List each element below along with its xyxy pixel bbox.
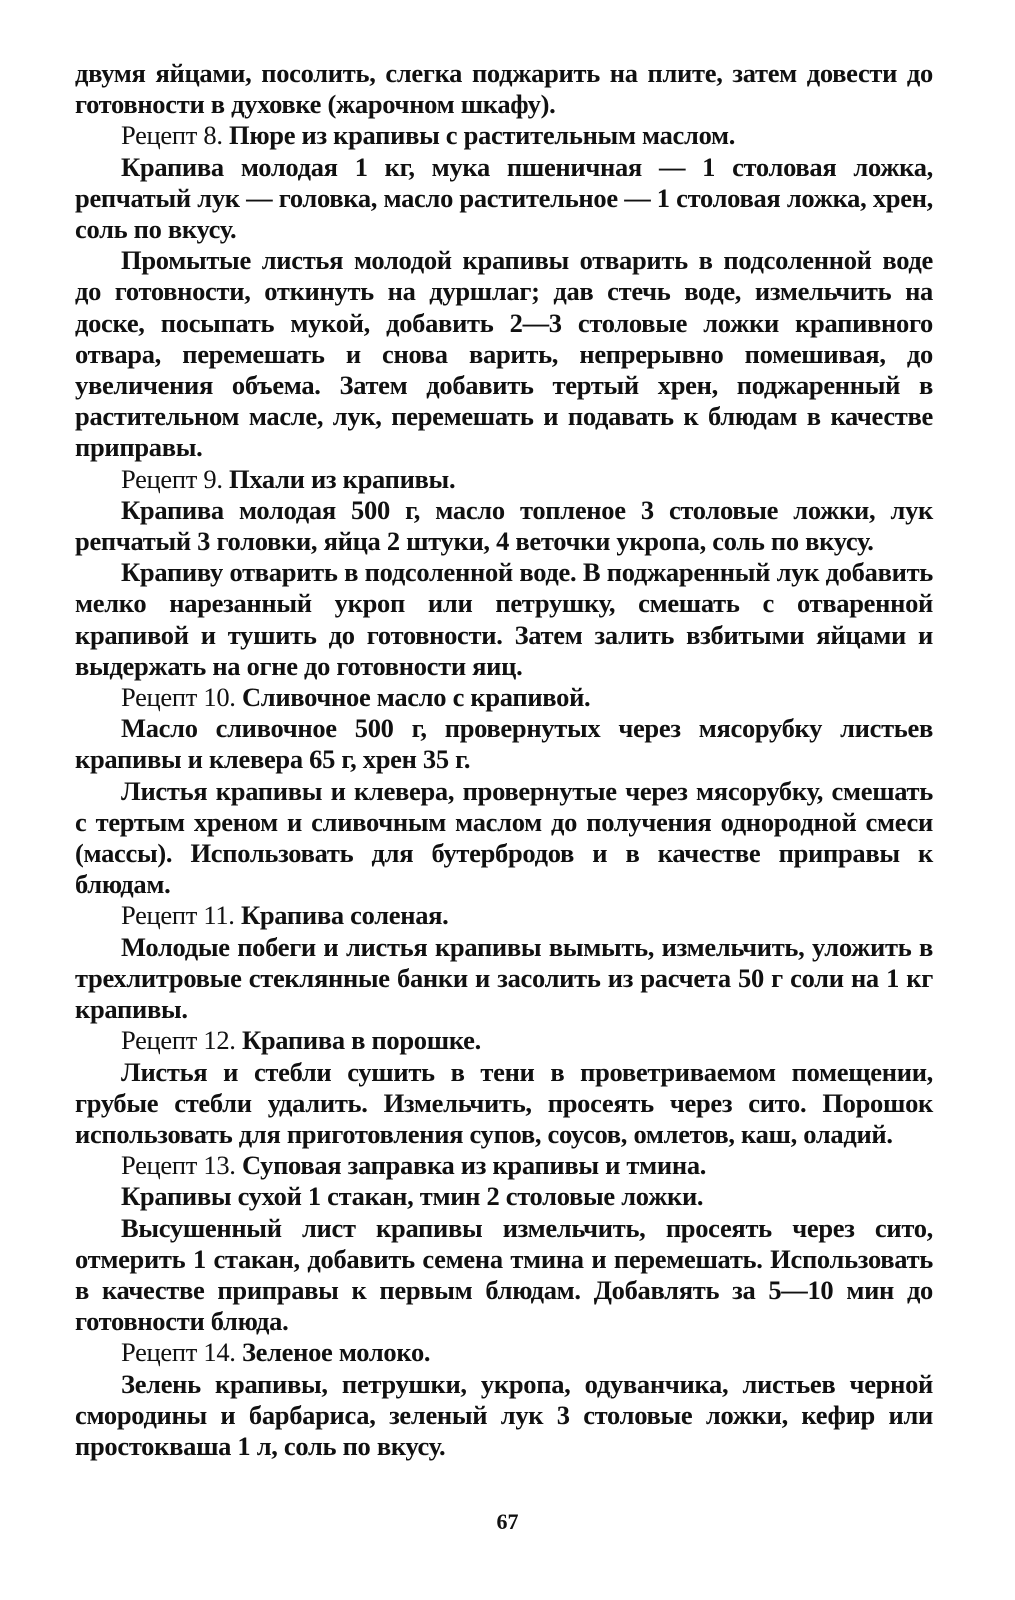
recipe-label: Рецепт 10. [121,682,236,713]
recipe-label: Рецепт 13. [121,1150,236,1181]
recipe-method: Промытые листья молодой крапивы отварить в подсоленной воде до готовности, откинуть на дуршлаг; дав стечь воде, измельчить на доске, посыпать мукой, добавить 2—3 столовые ложки крапивного отвара, перемешать и снова варить, непрерывно помешивая, до увеличения объема. Затем добавить тертый хрен, поджаренный в растительном масле, лук, перемешать и подавать к блюдам в качестве приправы. [75,245,933,463]
recipe-heading [75,900,933,931]
intro-paragraph: двумя яйцами, посолить, слегка поджарить на плите, затем довести до готовности в духовке (жарочном шкафу). [75,58,933,120]
recipe-title: Крапива в порошке. [241,1025,481,1056]
recipe-label: Рецепт 11. [121,900,235,931]
recipe-label: Рецепт 14. [121,1337,236,1368]
recipe-ingredients: Листья и стебли сушить в тени в проветриваемом помещении, грубые стебли удалить. Измельчить, просеять через сито. Порошок использовать для приготовления супов, соусов, омлетов, каш, оладий. [75,1056,933,1149]
recipe-method: Крапиву отварить в подсоленной воде. В поджаренный лук добавить мелко нарезанный укроп или петрушку, смешать с отваренной крапивой и тушить до готовности. Затем залить взбитыми яйцами и выдержать на огне до готовности яиц. [75,557,933,681]
recipe-ingredients: Зелень крапивы, петрушки, укропа, одуванчика, листьев черной смородины и барбариса, зеленый лук 3 столовые ложки, кефир или простокваша 1 л, соль по вкусу. [75,1368,933,1461]
recipe-title: Сливочное масло с крапивой. [241,682,591,713]
recipe-ingredients: Молодые побеги и листья крапивы вымыть, измельчить, уложить в трехлитровые стеклянные банки и засолить из расчета 50 г соли на 1 кг крапивы. [75,931,933,1025]
recipe-ingredients: Крапивы сухой 1 стакан, тмин 2 столовые ложки. [121,1181,704,1212]
recipe-heading [75,1337,933,1368]
recipe-label: Рецепт 9. [121,463,223,494]
recipe-method: Высушенный лист крапивы измельчить, просеять через сито, отмерить 1 стакан, добавить семена тмина и перемешать. Использовать в качестве приправы к первым блюдам. Добавлять за 5—10 мин до готовности блюда. [75,1212,933,1337]
recipe-title: Зеленое молоко. [241,1337,431,1368]
recipe-title: Суповая заправка из крапивы и тмина. [241,1150,707,1181]
recipe-heading [75,1025,933,1056]
page-number: 67 [496,1509,519,1534]
recipe-ingredients: Масло сливочное 500 г, провернутых через мясорубку листьев крапивы и клевера 65 г, хрен 35 г. [75,713,933,775]
recipe-title: Крапива соленая. [240,900,449,931]
recipe-label: Рецепт 12. [121,1025,236,1056]
recipe-heading [75,120,933,151]
recipe-title: Пхали из крапивы. [229,463,456,494]
recipe-heading [75,1150,933,1181]
recipe-heading [75,464,933,495]
recipe-ingredients: Крапива молодая 500 г, масло топленое 3 столовые ложки, лук репчатый 3 головки, яйца 2 штуки, 4 веточки укропа, соль по вкусу. [75,494,933,557]
recipe-title: Пюре из крапивы с растительным маслом. [229,120,736,151]
recipe-ingredients: Крапива молодая 1 кг, мука пшеничная — 1 столовая ложка, репчатый лук — головка, масло растительное — 1 столовая ложка, хрен, соль по вкусу. [75,151,933,245]
recipe-label: Рецепт 8. [121,120,223,151]
recipe-heading [75,682,933,713]
recipe-method: Листья крапивы и клевера, провернутые через мясорубку, смешать с тертым хреном и сливочным маслом до получения однородной смеси (массы). Использовать для бутербродов и в качестве приправы к блюдам. [75,775,933,900]
page-body [75,58,933,1462]
